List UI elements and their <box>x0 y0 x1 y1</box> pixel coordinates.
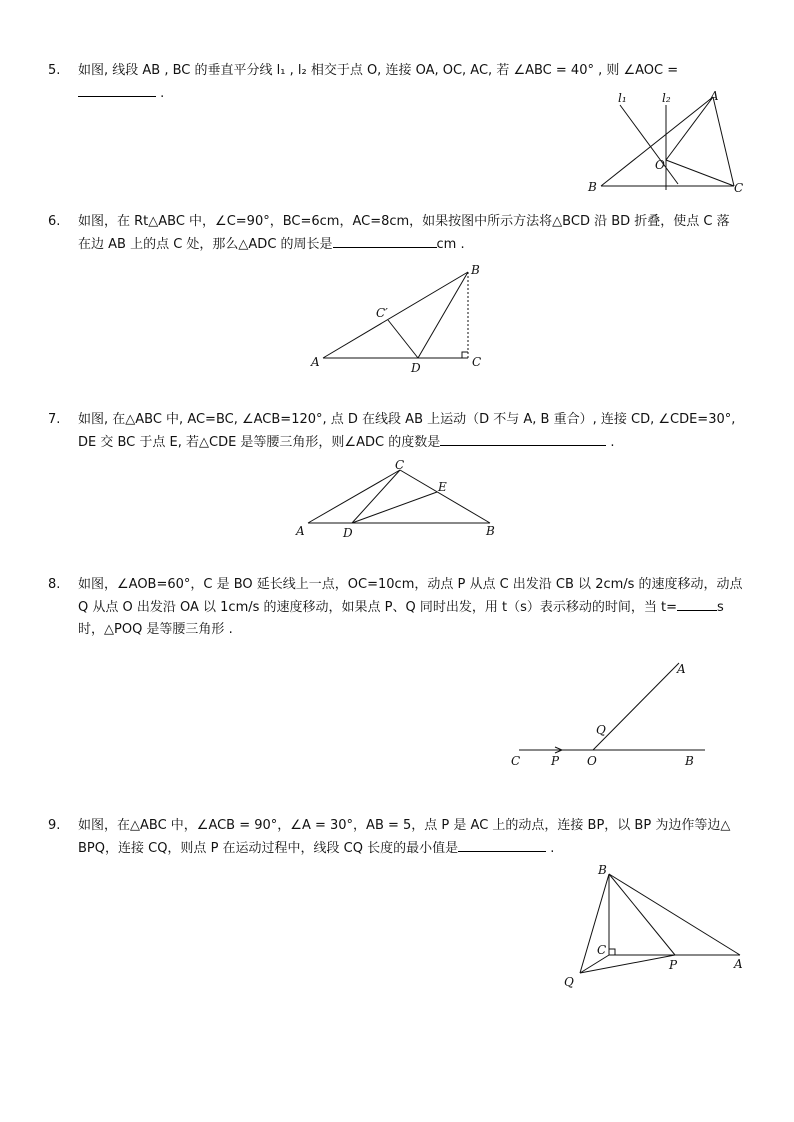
segment-DE <box>352 492 437 523</box>
segment-AC <box>308 470 400 523</box>
label-C: C <box>511 754 521 768</box>
label-B: B <box>471 263 480 277</box>
figure-5 <box>580 88 760 198</box>
label-A: A <box>710 89 719 103</box>
label-A: A <box>311 355 320 369</box>
ray-OA <box>593 663 679 750</box>
figure-8 <box>505 655 720 775</box>
problem-text: 如图, 线段 AB , BC 的垂直平分线 l₁ , l₂ 相交于点 O, 连接 OA, OC, AC, 若 ∠ABC = 40° , 则 ∠AOC = <box>78 63 679 78</box>
problem-9 <box>48 815 760 860</box>
figure-9 <box>560 858 755 993</box>
segment-BD <box>418 272 468 358</box>
problem-text-line-1: 如图，在 Rt△ABC 中，∠C=90°，BC=6cm，AC=8cm，如果按图中所示方法将△BCD 沿 BD 折叠，使点 C 落 <box>78 214 730 229</box>
label-A: A <box>677 662 686 676</box>
problem-text-line-2: BPQ，连接 CQ，则点 P 在运动过程中，线段 CQ 长度的最小值是 <box>78 841 459 856</box>
problem-number: 8. <box>48 577 61 592</box>
problem-text-line-1: 如图，∠AOB=60°，C 是 BO 延长线上一点，OC=10cm，动点 P 从点 C 出发沿 CB 以 2cm/s 的速度移动，动点 <box>78 577 743 592</box>
label-B: B <box>588 180 597 194</box>
figure-7 <box>290 455 510 545</box>
label-O: O <box>655 158 665 172</box>
label-Q: Q <box>564 975 574 989</box>
problem-tail: . <box>550 841 555 856</box>
segment-BA <box>601 97 713 186</box>
segment-BA <box>609 874 740 955</box>
problem-text-line-1: 如图, 在△ABC 中, AC=BC, ∠ACB=120°, 点 D 在线段 AB 上运动（D 不与 A, B 重合）, 连接 CD, ∠CDE=30°, <box>78 412 736 427</box>
label-D: D <box>343 526 353 540</box>
label-C: C <box>472 355 482 369</box>
right-angle-mark <box>462 352 468 358</box>
label-l2: l₂ <box>662 91 671 105</box>
l1-line <box>620 105 678 184</box>
label-C-prime: C′ <box>376 306 388 320</box>
problem-text-line-2: DE 交 BC 于点 E, 若△CDE 是等腰三角形，则∠ADC 的度数是 <box>78 435 441 450</box>
answer-blank[interactable] <box>333 233 437 248</box>
label-P: P <box>551 754 560 768</box>
problem-number: 9. <box>48 818 61 833</box>
problem-7 <box>48 409 760 454</box>
problem-text-line-2: Q 从点 O 出发沿 OA 以 1cm/s 的速度移动，如果点 P、Q 同时出发，用 t（s）表示移动的时间，当 t= <box>78 600 677 615</box>
answer-blank[interactable] <box>677 596 717 611</box>
label-E: E <box>438 480 447 494</box>
figure-6 <box>305 258 495 378</box>
problem-text-line-2: 在边 AB 上的点 C 处，那么△ADC 的周长是 <box>78 237 333 252</box>
label-D: D <box>411 361 421 375</box>
label-B: B <box>598 863 607 877</box>
right-angle-mark <box>609 949 615 955</box>
problem-tail: . <box>610 435 615 450</box>
segment-AC <box>713 97 734 186</box>
label-C: C <box>395 458 405 472</box>
label-O: O <box>587 754 597 768</box>
segment-CpD <box>388 320 418 358</box>
problem-tail: cm . <box>436 237 465 252</box>
label-l1: l₁ <box>618 91 627 105</box>
segment-AB <box>323 272 468 358</box>
problem-number: 6. <box>48 214 61 229</box>
label-P: P <box>669 958 678 972</box>
problem-tail: . <box>160 86 165 101</box>
problem-number: 5. <box>48 63 61 78</box>
label-Q: Q <box>596 723 606 737</box>
problem-text-line-2-tail: s <box>716 600 724 615</box>
problem-text-line-1: 如图，在△ABC 中，∠ACB = 90°，∠A = 30°，AB = 5，点 P 是 AC 上的动点，连接 BP，以 BP 为边作等边△ <box>78 818 731 833</box>
label-A: A <box>296 524 305 538</box>
problem-text-line-3: 时，△POQ 是等腰三角形 . <box>78 622 233 637</box>
label-C: C <box>597 943 607 957</box>
segment-CB <box>400 470 490 523</box>
label-B: B <box>685 754 694 768</box>
problem-number: 7. <box>48 412 61 427</box>
segment-CD <box>352 470 400 523</box>
problem-8 <box>48 574 760 641</box>
problem-6 <box>48 211 760 256</box>
label-C: C <box>734 181 744 195</box>
label-A: A <box>734 957 743 971</box>
answer-blank[interactable] <box>78 82 156 97</box>
label-B: B <box>486 524 495 538</box>
answer-blank[interactable] <box>440 431 606 446</box>
answer-blank[interactable] <box>458 837 546 852</box>
segment-BP <box>609 874 675 955</box>
